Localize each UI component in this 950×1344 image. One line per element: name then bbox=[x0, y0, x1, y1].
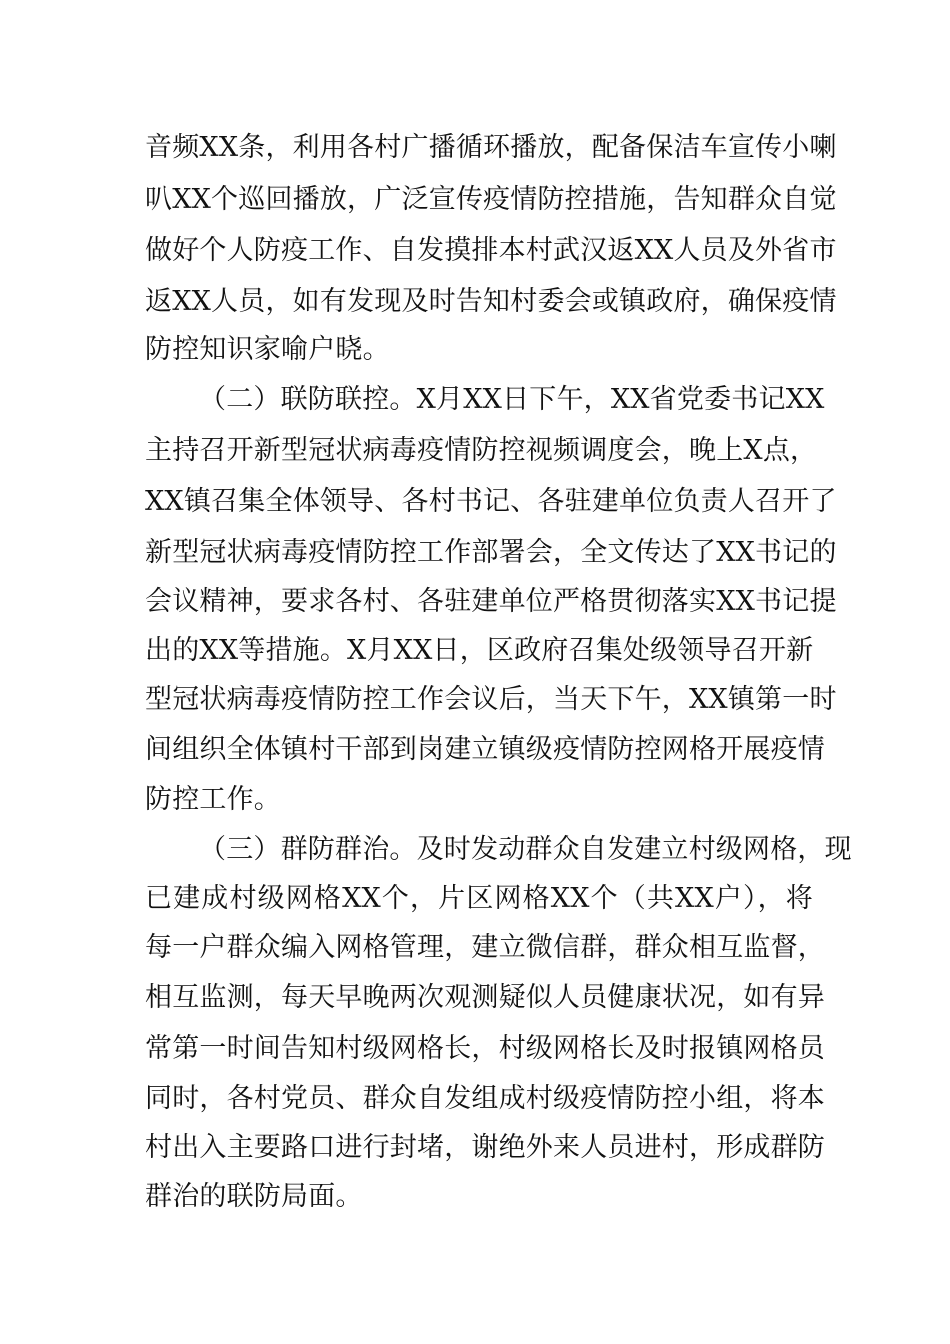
paragraph-2-line-2: 主持召开新型冠状病毒疫情防控视频调度会，晚上X点， bbox=[145, 435, 818, 466]
paragraph-3-line-2: 已建成村级网格XX个，片区网格XX个（共XX户），将 bbox=[145, 883, 813, 914]
paragraph-1-line-1: 音频XX条，利用各村广播循环播放，配备保洁车宣传小喇 bbox=[145, 132, 837, 163]
paragraph-2-line-5: 会议精神，要求各村、各驻建单位严格贯彻落实XX书记提 bbox=[145, 586, 837, 617]
paragraph-1-line-3: 做好个人防疫工作、自发摸排本村武汉返XX人员及外省市 bbox=[145, 235, 837, 266]
paragraph-1-line-2: 叭XX个巡回播放，广泛宣传疫情防控措施，告知群众自觉 bbox=[145, 184, 837, 215]
paragraph-1-line-4: 返XX人员，如有发现及时告知村委会或镇政府，确保疫情 bbox=[145, 286, 837, 317]
paragraph-2-line-4: 新型冠状病毒疫情防控工作部署会，全文传达了XX书记的 bbox=[145, 537, 837, 568]
paragraph-2-line-7: 型冠状病毒疫情防控工作会议后，当天下午，XX镇第一时 bbox=[145, 684, 837, 715]
paragraph-3-line-8: 群治的联防局面。 bbox=[145, 1181, 363, 1212]
paragraph-2-line-9: 防控工作。 bbox=[145, 784, 281, 815]
paragraph-3-line-7: 村出入主要路口进行封堵，谢绝外来人员进村，形成群防 bbox=[145, 1132, 825, 1163]
paragraph-1-line-5: 防控知识家喻户晓。 bbox=[145, 334, 390, 365]
paragraph-2-heading-line: （二）联防联控。X月XX日下午，XX省党委书记XX bbox=[199, 384, 825, 415]
paragraph-2-line-3: XX镇召集全体领导、各村书记、各驻建单位负责人召开了 bbox=[145, 486, 837, 517]
paragraph-3-line-5: 常第一时间告知村级网格长，村级网格长及时报镇网格员 bbox=[145, 1033, 825, 1064]
paragraph-3-line-3: 每一户群众编入网格管理，建立微信群，群众相互监督， bbox=[145, 932, 825, 963]
paragraph-3-line-4: 相互监测，每天早晚两次观测疑似人员健康状况，如有异 bbox=[145, 982, 825, 1013]
paragraph-3-heading-line: （三）群防群治。及时发动群众自发建立村级网格，现 bbox=[199, 834, 852, 865]
paragraph-2-line-6: 出的XX等措施。X月XX日，区政府召集处级领导召开新 bbox=[145, 635, 814, 666]
paragraph-3-line-6: 同时，各村党员、群众自发组成村级疫情防控小组，将本 bbox=[145, 1083, 825, 1114]
paragraph-2-line-8: 间组织全体镇村干部到岗建立镇级疫情防控网格开展疫情 bbox=[145, 734, 825, 765]
